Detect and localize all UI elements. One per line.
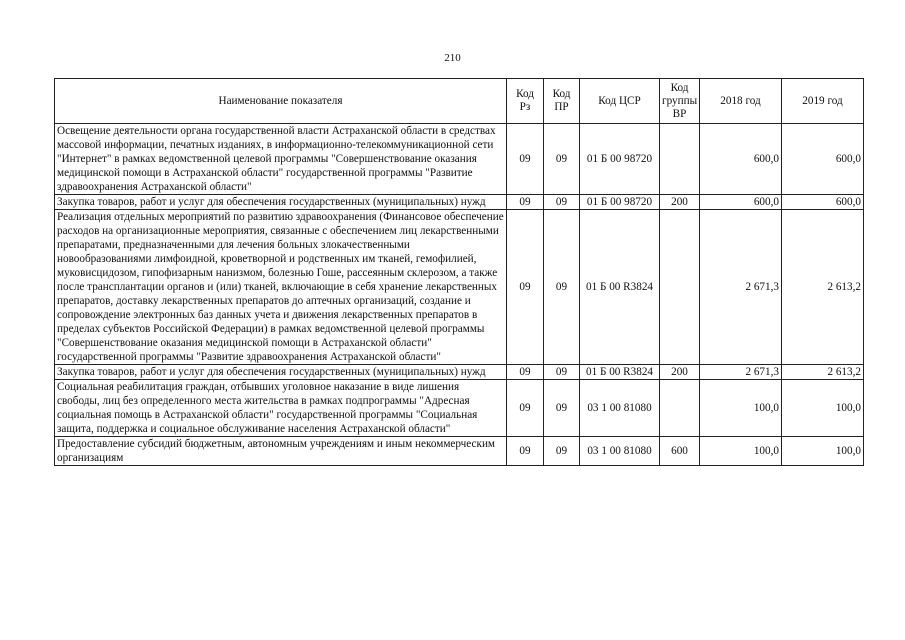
header-name: Наименование показателя [55, 79, 507, 124]
row-2018: 2 671,3 [700, 365, 782, 380]
row-vr [660, 124, 700, 195]
row-name: Освещение деятельности органа государственной власти Астраханской области в средствах массовой информации, печатных изданиях, в информационно-телекоммуникационной сети "Интернет" в рамках ведомственной целевой программы "Совершенствование оказания медицинской помощи в Астраханской области" государственной программы "Развитие здравоохранения Астраханской области" [55, 124, 507, 195]
row-2019: 2 613,2 [782, 365, 864, 380]
row-vr: 200 [660, 365, 700, 380]
row-rz: 09 [507, 210, 544, 365]
header-2019: 2019 год [782, 79, 864, 124]
row-pr: 09 [544, 380, 580, 437]
row-vr: 200 [660, 195, 700, 210]
row-pr: 09 [544, 124, 580, 195]
budget-table [54, 78, 864, 466]
row-csr: 03 1 00 81080 [580, 380, 660, 437]
row-rz: 09 [507, 437, 544, 466]
table-row [55, 195, 864, 210]
row-2018: 100,0 [700, 380, 782, 437]
table-row [55, 380, 864, 437]
row-rz: 09 [507, 124, 544, 195]
table-row [55, 365, 864, 380]
row-name: Закупка товаров, работ и услуг для обеспечения государственных (муниципальных) нужд [55, 195, 507, 210]
row-name: Закупка товаров, работ и услуг для обеспечения государственных (муниципальных) нужд [55, 365, 507, 380]
row-name: Социальная реабилитация граждан, отбывших уголовное наказание в виде лишения свободы, лиц без определенного места жительства в рамках подпрограммы "Адресная социальная помощь в Астраханской области" государственной программы "Социальная защита, поддержка и социальное обслуживание населения Астраханской области" [55, 380, 507, 437]
row-2018: 600,0 [700, 124, 782, 195]
header-vr: Код группы ВР [660, 79, 700, 124]
row-2018: 100,0 [700, 437, 782, 466]
row-2019: 100,0 [782, 380, 864, 437]
row-csr: 03 1 00 81080 [580, 437, 660, 466]
row-vr [660, 210, 700, 365]
row-name: Предоставление субсидий бюджетным, автономным учреждениям и иным некоммерческим организациям [55, 437, 507, 466]
header-pr: Код ПР [544, 79, 580, 124]
table-header-row [55, 79, 864, 124]
row-vr [660, 380, 700, 437]
row-rz: 09 [507, 380, 544, 437]
row-name: Реализация отдельных мероприятий по развитию здравоохранения (Финансовое обеспечение расходов на организационные мероприятия, связанные с обеспечением лиц лекарственными препаратами, предназначенными для лечения больных злокачественными новообразованиями лимфоидной, кроветворной и родственных им тканей, гемофилией, муковисцидозом, гипофизарным нанизмом, болезнью Гоше, рассеянным склерозом, а также после трансплантации органов и (или) тканей, включающие в себя хранение лекарственных препаратов, доставку лекарственных препаратов до аптечных организаций, создание и сопровождение электронных баз данных учета и движения лекарственных препаратов в пределах субъектов Российской Федерации) в рамках ведомственной целевой программы "Совершенствование оказания медицинской помощи в Астраханской области" государственной программы "Развитие здравоохранения Астраханской области" [55, 210, 507, 365]
row-2019: 2 613,2 [782, 210, 864, 365]
page-number: 210 [444, 52, 461, 64]
row-csr: 01 Б 00 R3824 [580, 210, 660, 365]
row-2019: 600,0 [782, 124, 864, 195]
row-csr: 01 Б 00 98720 [580, 195, 660, 210]
row-rz: 09 [507, 195, 544, 210]
row-2018: 2 671,3 [700, 210, 782, 365]
header-csr: Код ЦСР [580, 79, 660, 124]
row-pr: 09 [544, 365, 580, 380]
row-csr: 01 Б 00 98720 [580, 124, 660, 195]
table-row [55, 437, 864, 466]
header-2018: 2018 год [700, 79, 782, 124]
table-row [55, 210, 864, 365]
row-pr: 09 [544, 195, 580, 210]
table-row [55, 124, 864, 195]
row-2019: 600,0 [782, 195, 864, 210]
row-vr: 600 [660, 437, 700, 466]
row-rz: 09 [507, 365, 544, 380]
row-csr: 01 Б 00 R3824 [580, 365, 660, 380]
row-pr: 09 [544, 210, 580, 365]
row-2018: 600,0 [700, 195, 782, 210]
row-2019: 100,0 [782, 437, 864, 466]
row-pr: 09 [544, 437, 580, 466]
header-rz: Код Рз [507, 79, 544, 124]
